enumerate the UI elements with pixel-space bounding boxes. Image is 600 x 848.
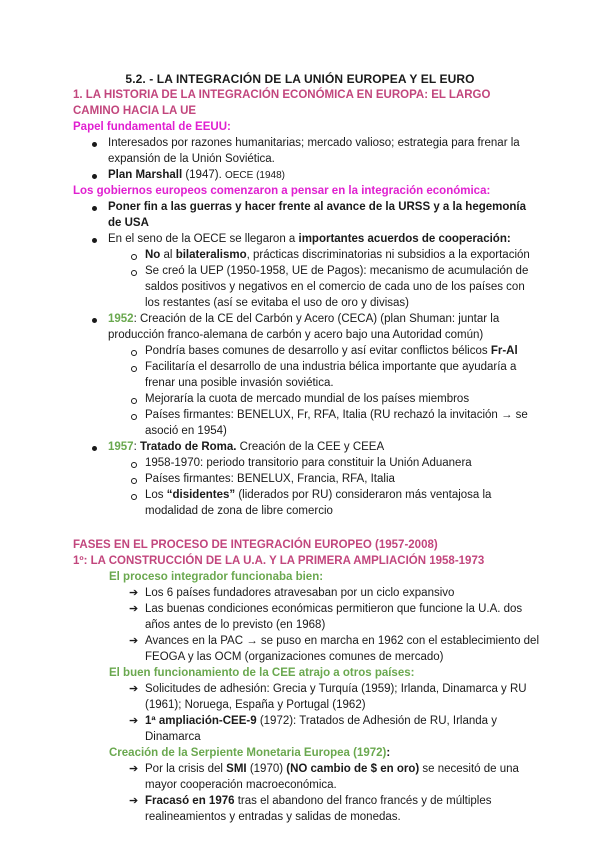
arrow-bullet-icon: ➔ xyxy=(129,715,139,727)
bullet-dot xyxy=(92,446,97,451)
gobiernos-heading: Los gobiernos europeos comenzaron a pensar en la integración económica: xyxy=(73,185,491,197)
fases-subheading: 1º: LA CONSTRUCCIÓN DE LA U.A. Y LA PRIMERA AMPLIACIÓN 1958-1973 xyxy=(73,555,485,567)
gob-sub-2-line2: saldos positivos y negativos en el comercio de cada uno de los países con xyxy=(145,281,525,293)
g3-item-1: Por la crisis del SMI (1970) (NO cambio de $ en oro) se necesitó de una xyxy=(145,763,519,775)
g2-item-2: 1ª ampliación-CEE-9 (1972): Tratados de Adhesión de RU, Irlanda y xyxy=(145,715,497,727)
g3-item-2-line2: realineamientos y entradas y salidas de monedas. xyxy=(145,811,401,823)
sub-bullet-circle xyxy=(131,350,137,356)
fases-heading: FASES EN EL PROCESO DE INTEGRACIÓN EUROPEO (1957-2008) xyxy=(73,539,438,551)
roma-sub-3-line2: modalidad de zona de libre comercio xyxy=(145,505,333,517)
arrow-bullet-icon: ➔ xyxy=(129,795,139,807)
ceca-sub-1: Pondría bases comunes de desarrollo y así evitar conflictos bélicos Fr-Al xyxy=(145,345,518,357)
g2-item-1: Solicitudes de adhesión: Grecia y Turquía (1959); Irlanda, Dinamarca y RU xyxy=(145,683,527,695)
eeuu-heading: Papel fundamental de EEUU: xyxy=(73,121,231,133)
bullet-dot xyxy=(92,238,97,243)
g1-item-3-line2: FEOGA y las OCM (organizaciones comunes de mercado) xyxy=(145,651,444,663)
sub-bullet-circle xyxy=(131,270,137,276)
group2-heading: El buen funcionamiento de la CEE atrajo a otros países: xyxy=(109,667,415,679)
sub-bullet-circle xyxy=(131,366,137,372)
g2-item-1-line2: (1961); Noruega, España y Portugal (1962) xyxy=(145,699,366,711)
sub-bullet-circle xyxy=(131,398,137,404)
eeuu-bullet-2: Plan Marshall (1947). OECE (1948) xyxy=(108,169,285,181)
sub-bullet-circle xyxy=(131,414,137,420)
section-heading-line2: CAMINO HACIA LA UE xyxy=(73,105,197,117)
gob-bullet-1957: 1957: Tratado de Roma. Creación de la CEE y CEEA xyxy=(108,441,385,453)
bullet-dot xyxy=(92,318,97,323)
g1-item-2-line2: años antes de lo previsto (en 1968) xyxy=(145,619,326,631)
eeuu-bullet-1: Interesados por razones humanitarias; mercado valioso; estrategia para frenar la xyxy=(108,137,520,149)
sub-bullet-circle xyxy=(131,254,137,260)
group1-heading: El proceso integrador funcionaba bien: xyxy=(109,571,324,583)
gob-sub-1: No al bilateralismo, prácticas discriminatorias ni subsidios a la exportación xyxy=(145,249,530,261)
g2-item-2-line2: Dinamarca xyxy=(145,731,201,743)
sub-bullet-circle xyxy=(131,494,137,500)
sub-bullet-circle xyxy=(131,462,137,468)
arrow-bullet-icon: ➔ xyxy=(129,763,139,775)
sub-bullet-circle xyxy=(131,478,137,484)
gob-bullet-1952: 1952: Creación de la CE del Carbón y Acero (CECA) (plan Shuman: juntar la xyxy=(108,313,500,325)
ceca-sub-4: Países firmantes: BENELUX, Fr, RFA, Italia (RU rechazó la invitación → se xyxy=(145,409,528,421)
ceca-sub-2: Facilitaría el desarrollo de una industria bélica importante que ayudaría a xyxy=(145,361,517,373)
page-title: 5.2. - LA INTEGRACIÓN DE LA UNIÓN EUROPEA Y EL EURO xyxy=(125,72,475,86)
g3-item-2: Fracasó en 1976 tras el abandono del franco francés y de múltiples xyxy=(145,795,492,807)
group3-heading: Creación de la Serpiente Monetaria Europea (1972): xyxy=(109,747,391,759)
gob-bullet-1952-line2: producción franco-alemana de carbón y acero bajo una Autoridad común) xyxy=(108,329,484,341)
ceca-sub-2-line2: frenar una posible invasión soviética. xyxy=(145,377,334,389)
gob-sub-2: Se creó la UEP (1950-1958, UE de Pagos): mecanismo de acumulación de xyxy=(145,265,529,277)
arrow-bullet-icon: ➔ xyxy=(129,603,139,615)
bullet-dot xyxy=(92,206,97,211)
roma-sub-1: 1958-1970: periodo transitorio para constituir la Unión Aduanera xyxy=(145,457,472,469)
arrow-bullet-icon: ➔ xyxy=(129,635,139,647)
roma-sub-2: Países firmantes: BENELUX, Francia, RFA, Italia xyxy=(145,473,395,485)
arrow-bullet-icon: ➔ xyxy=(129,683,139,695)
arrow-bullet-icon: ➔ xyxy=(129,587,139,599)
gob-bullet-2: En el seno de la OECE se llegaron a importantes acuerdos de cooperación: xyxy=(108,233,511,245)
bullet-dot xyxy=(92,142,97,147)
section-heading: 1. LA HISTORIA DE LA INTEGRACIÓN ECONÓMICA EN EUROPA: EL LARGO xyxy=(73,89,491,101)
ceca-sub-3: Mejoraría la cuota de mercado mundial de los países miembros xyxy=(145,393,470,405)
g1-item-2: Las buenas condiciones económicas permitieron que funcione la U.A. dos xyxy=(145,603,523,615)
g3-item-1-line2: mayor cooperación macroeconómica. xyxy=(145,779,337,791)
gob-bullet-1-line2: de USA xyxy=(108,217,149,229)
ceca-sub-4-line2: asoció en 1954) xyxy=(145,425,227,437)
roma-sub-3: Los “disidentes” (liderados por RU) consideraron más ventajosa la xyxy=(145,489,492,501)
bullet-dot xyxy=(92,174,97,179)
gob-bullet-1: Poner fin a las guerras y hacer frente al avance de la URSS y a la hegemonía xyxy=(108,201,527,213)
g1-item-1: Los 6 países fundadores atravesaban por un ciclo expansivo xyxy=(145,587,455,599)
g1-item-3: Avances en la PAC → se puso en marcha en 1962 con el establecimiento del xyxy=(145,635,540,647)
gob-sub-2-line3: los restantes (así se evitaba el uso de oro y divisas) xyxy=(145,297,409,309)
eeuu-bullet-1-line2: expansión de la Unión Soviética. xyxy=(108,153,275,165)
